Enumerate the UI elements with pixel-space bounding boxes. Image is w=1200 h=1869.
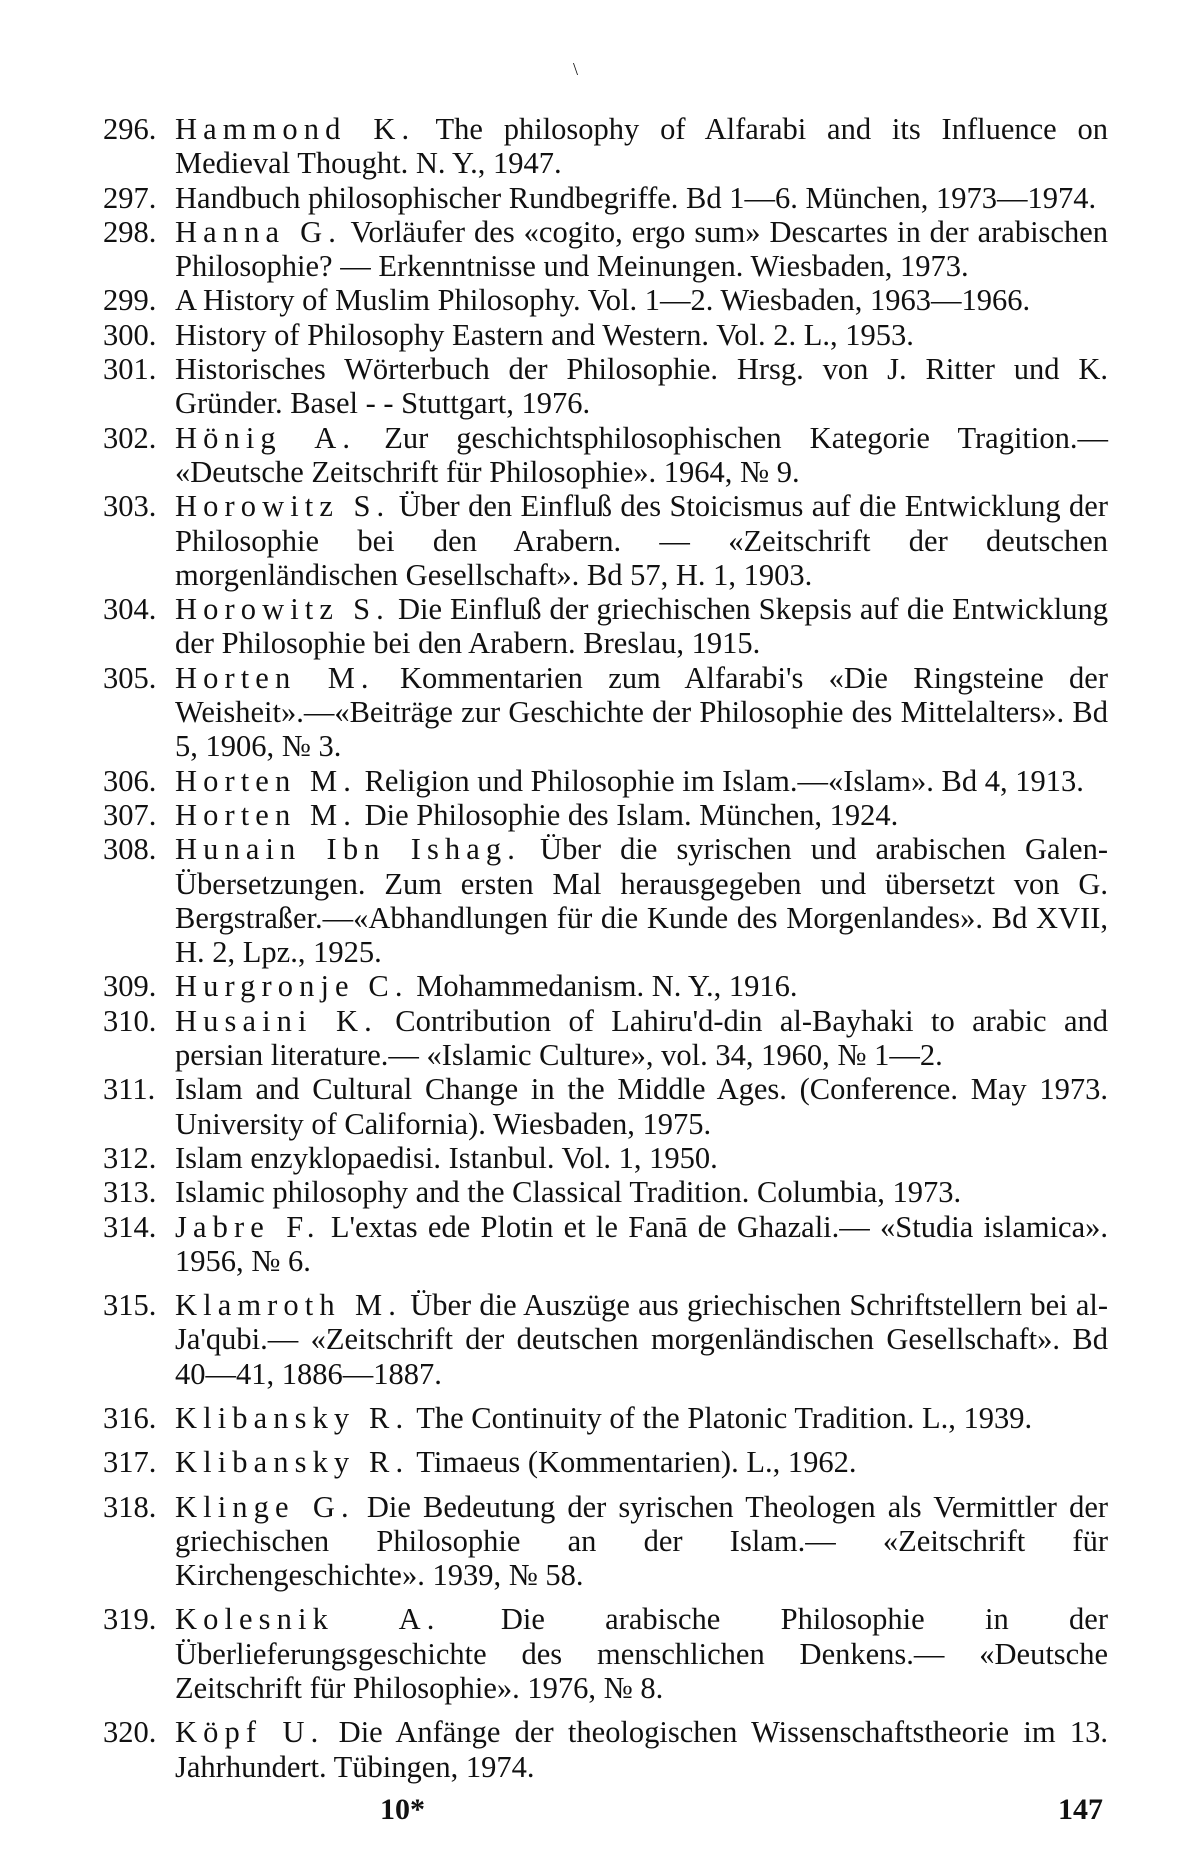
- entry-author: Horten M.: [175, 763, 357, 798]
- bibliography-entry-307: [103, 798, 1108, 832]
- bibliography-entry-311: [103, 1072, 1108, 1141]
- entry-number: 307.: [103, 797, 157, 832]
- entry-text: Historisches Wörterbuch der Philosophie. Hrsg. von J. Ritter und K. Gründer. Basel - - Stuttgart, 1976.: [175, 352, 1108, 421]
- entry-author: Husaini K.: [175, 1003, 378, 1038]
- entry-text: Zur geschichtsphilosophischen Kategorie Tragition.— «Deutsche Zeitschrift für Philosophie». 1964, № 9.: [175, 420, 1108, 489]
- entry-number: 320.: [103, 1715, 157, 1750]
- entry-number: 299.: [103, 283, 157, 318]
- entry-author: Kolesnik A.: [175, 1602, 441, 1637]
- entry-number: 315.: [103, 1288, 157, 1323]
- entry-author: Hanna G.: [175, 214, 343, 249]
- entry-text: The philosophy of Alfarabi and its Influence on Medieval Thought. N. Y., 1947.: [175, 112, 1108, 181]
- entry-number: 310.: [103, 1003, 157, 1038]
- bibliography-entry-316: [103, 1401, 1108, 1435]
- bibliography-list: [103, 112, 1108, 1784]
- entry-author: Hunain Ibn Ishag.: [175, 832, 521, 867]
- entry-author: Klibansky R.: [175, 1400, 410, 1435]
- bibliography-entry-317: [103, 1445, 1108, 1479]
- entry-text: Kommentarien zum Alfarabi's «Die Ringsteine der Weisheit».—«Beiträge zur Geschichte der Philosophie des Mittelalters». Bd 5, 1906, № 3.: [175, 660, 1108, 764]
- entry-number: 318.: [103, 1489, 157, 1524]
- bibliography-entry-299: [103, 283, 1108, 317]
- entry-number: 308.: [103, 832, 157, 867]
- entry-text: Timaeus (Kommentarien). L., 1962.: [409, 1445, 857, 1480]
- entry-author: Klibansky R.: [175, 1445, 410, 1480]
- entry-text: Über den Einfluß des Stoicismus auf die Entwicklung der Philosophie bei den Arabern. — «Zeitschrift der deutschen morgenländischen Gesellschaft». Bd 57, H. 1, 1903.: [175, 489, 1108, 592]
- bibliography-entry-315: [103, 1288, 1108, 1391]
- entry-number: 313.: [103, 1175, 157, 1210]
- entry-author: Jabre F.: [175, 1209, 321, 1244]
- entry-text: The Continuity of the Platonic Tradition. L., 1939.: [409, 1400, 1033, 1435]
- entry-author: Horten M.: [175, 660, 375, 695]
- entry-text: Islamic philosophy and the Classical Tradition. Columbia, 1973.: [175, 1175, 962, 1210]
- bibliography-entry-310: [103, 1004, 1108, 1073]
- entry-number: 311.: [103, 1072, 156, 1107]
- bibliography-entry-303: [103, 489, 1108, 592]
- bibliography-entry-312: [103, 1141, 1108, 1175]
- entry-author: Klamroth M.: [175, 1288, 402, 1323]
- entry-text: Vorläufer des «cogito, ergo sum» Descartes in der arabischen Philosophie? — Erkenntnisse und Meinungen. Wiesbaden, 1973.: [175, 214, 1108, 284]
- bibliography-entry-305: [103, 661, 1108, 764]
- entry-author: Horowitz S.: [175, 592, 390, 627]
- page-number: 147: [1058, 1793, 1103, 1826]
- bibliography-entry-314: [103, 1210, 1108, 1279]
- entry-text: Handbuch philosophischer Rundbegriffe. Bd 1—6. München, 1973—1974.: [175, 180, 1097, 215]
- entry-author: Klinge G.: [175, 1489, 355, 1524]
- entry-number: 296.: [103, 112, 157, 146]
- page-mark: \: [573, 59, 579, 79]
- entry-number: 300.: [103, 317, 157, 352]
- bibliography-entry-297: [103, 181, 1108, 215]
- entry-number: 314.: [103, 1209, 157, 1244]
- bibliography-entry-313: [103, 1175, 1108, 1209]
- bibliography-entry-308: [103, 832, 1108, 969]
- bibliography-entry-304: [103, 592, 1108, 661]
- bibliography-entry-301: [103, 352, 1108, 421]
- entry-text: Über die Auszüge aus griechischen Schriftstellern bei al-Ja'qubi.— «Zeitschrift der deutschen morgenländischen Gesellschaft». Bd 40—41, 1886—1887.: [175, 1288, 1108, 1391]
- entry-text: Mohammedanism. N. Y., 1916.: [408, 969, 798, 1004]
- entry-number: 309.: [103, 969, 157, 1004]
- signature-mark: 10*: [380, 1793, 425, 1826]
- entry-text: A History of Muslim Philosophy. Vol. 1—2. Wiesbaden, 1963—1966.: [175, 283, 1031, 318]
- entry-number: 298.: [103, 214, 157, 249]
- entry-number: 303.: [103, 489, 157, 524]
- bibliography-entry-320: [103, 1715, 1108, 1784]
- entry-text: Die Philosophie des Islam. München, 1924.: [356, 797, 899, 832]
- entry-text: Islam and Cultural Change in the Middle Ages. (Conference. May 1973. University of California). Wiesbaden, 1975.: [175, 1072, 1108, 1141]
- entry-number: 319.: [103, 1602, 157, 1637]
- entry-text: History of Philosophy Eastern and Western. Vol. 2. L., 1953.: [175, 317, 914, 352]
- entry-author: Hammond K.: [175, 112, 416, 146]
- entry-text: Die Einfluß der griechischen Skepsis auf die Entwicklung der Philosophie bei den Arabern. Breslau, 1915.: [175, 592, 1109, 661]
- entry-number: 317.: [103, 1445, 157, 1480]
- entry-text: Über die syrischen und arabischen Galen-Übersetzungen. Zum ersten Mal herausgegeben und übersetzt von G. Bergstraßer.—«Abhandlungen für die Kunde des Morgenlandes». Bd XVII, H. 2, Lpz., 1925.: [175, 832, 1108, 970]
- bibliography-entry-319: [103, 1602, 1108, 1705]
- entry-author: Hurgronje C.: [175, 969, 409, 1004]
- bibliography-entry-298: [103, 215, 1108, 284]
- entry-text: Contribution of Lahiru'd-din al-Bayhaki to arabic and persian literature.— «Islamic Culture», vol. 34, 1960, № 1—2.: [175, 1003, 1108, 1073]
- entry-number: 305.: [103, 660, 157, 695]
- bibliography-entry-300: [103, 318, 1108, 352]
- bibliography-entry-302: [103, 421, 1108, 490]
- entry-number: 304.: [103, 592, 157, 627]
- entry-author: Horten M.: [175, 797, 357, 832]
- entry-number: 312.: [103, 1140, 157, 1175]
- entry-author: Köpf U.: [175, 1715, 325, 1750]
- entry-text: Religion und Philosophie im Islam.—«Islam». Bd 4, 1913.: [356, 763, 1084, 798]
- bibliography-entry-296: [103, 112, 1108, 181]
- entry-text: Die Bedeutung der syrischen Theologen als Vermittler der griechischen Philosophie an der Islam.— «Zeitschrift für Kirchengeschichte». 1939, № 58.: [175, 1489, 1109, 1593]
- entry-number: 297.: [103, 180, 157, 215]
- entry-number: 306.: [103, 763, 157, 798]
- entry-number: 302.: [103, 420, 157, 455]
- entry-text: Die arabische Philosophie in der Überlieferungsgeschichte des menschlichen Denkens.— «Deutsche Zeitschrift für Philosophie». 1976, № 8.: [175, 1602, 1108, 1706]
- entry-text: Islam enzyklopaedisi. Istanbul. Vol. 1, 1950.: [175, 1140, 718, 1175]
- entry-author: Hönig A.: [175, 420, 357, 455]
- entry-number: 301.: [103, 352, 157, 387]
- entry-author: Horowitz S.: [175, 489, 391, 524]
- entry-text: L'extas ede Plotin et le Fanā de Ghazali.— «Studia islamica». 1956, № 6.: [175, 1209, 1109, 1278]
- bibliography-entry-306: [103, 764, 1108, 798]
- entry-text: Die Anfänge der theologischen Wissenschaftstheorie im 13. Jahrhundert. Tübingen, 1974.: [175, 1715, 1108, 1784]
- bibliography-entry-318: [103, 1490, 1108, 1593]
- entry-number: 316.: [103, 1400, 157, 1435]
- bibliography-entry-309: [103, 969, 1108, 1003]
